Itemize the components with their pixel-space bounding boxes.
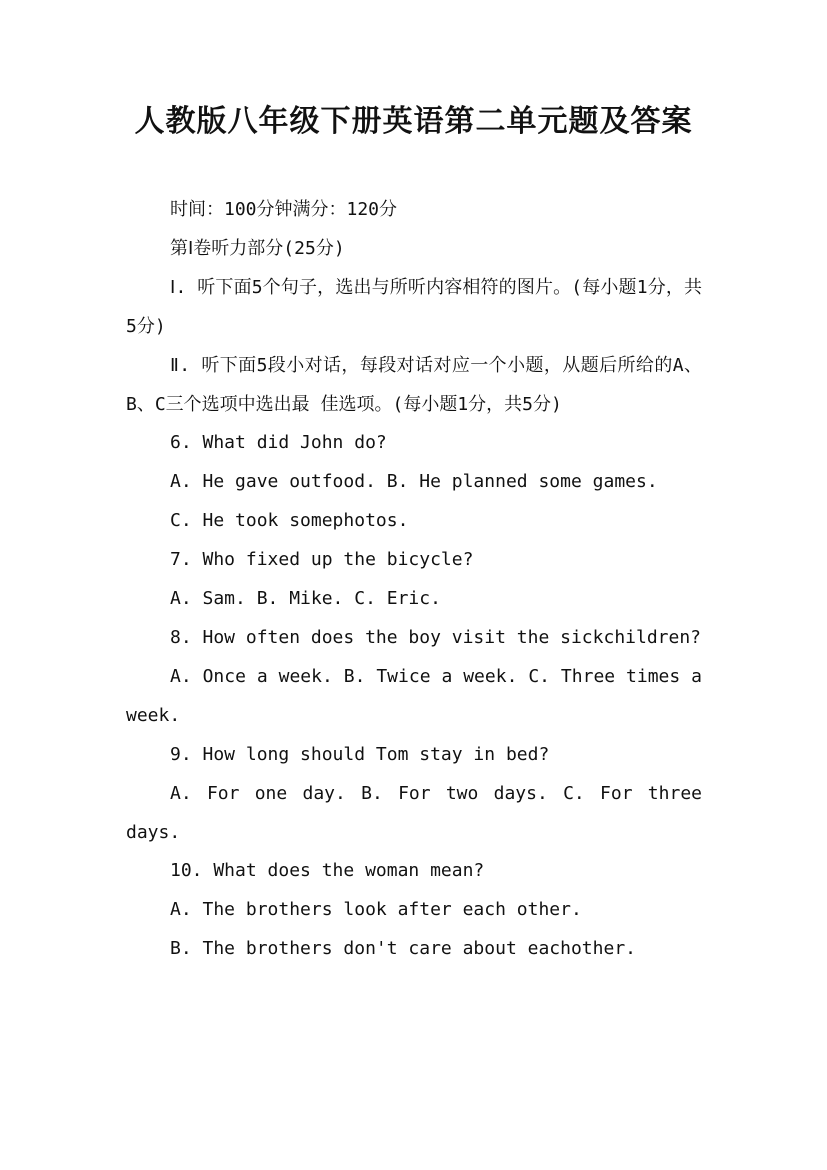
- document-title: 人教版八年级下册英语第二单元题及答案: [134, 104, 693, 139]
- question-8-options: A. Once a week. B. Twice a week. C. Three times a week.: [126, 665, 702, 726]
- question-6-options-ab: A. He gave outfood. B. He planned some games.: [170, 471, 658, 493]
- question-7-options: A. Sam. B. Mike. C. Eric.: [170, 588, 441, 610]
- question-6-option-c: C. He took somephotos.: [170, 510, 409, 532]
- question-10-option-b: B. The brothers don't care about eachother.: [170, 938, 636, 960]
- exam-time-line: 时间：100分钟满分：120分: [170, 199, 398, 220]
- listening-section-heading: 第Ⅰ卷听力部分(25分): [170, 237, 345, 259]
- question-10: 10. What does the woman mean?: [170, 860, 485, 882]
- question-9: 9. How long should Tom stay in bed?: [170, 743, 550, 765]
- section-one-instruction: Ⅰ. 听下面5个句子，选出与所听内容相符的图片。(每小题1分，共5分): [126, 276, 702, 337]
- document-body: [126, 191, 702, 969]
- question-8: 8. How often does the boy visit the sickchildren?: [170, 626, 702, 648]
- question-6: 6. What did John do?: [170, 432, 387, 454]
- section-two-instruction: Ⅱ. 听下面5段小对话，每段对话对应一个小题，从题后所给的A、B、C三个选项中选出最 佳选项。(每小题1分，共5分): [126, 354, 702, 415]
- question-9-options: A. For one day. B. For two days. C. For three days.: [126, 782, 702, 843]
- question-7: 7. Who fixed up the bicycle?: [170, 549, 474, 571]
- question-10-option-a: A. The brothers look after each other.: [170, 899, 582, 921]
